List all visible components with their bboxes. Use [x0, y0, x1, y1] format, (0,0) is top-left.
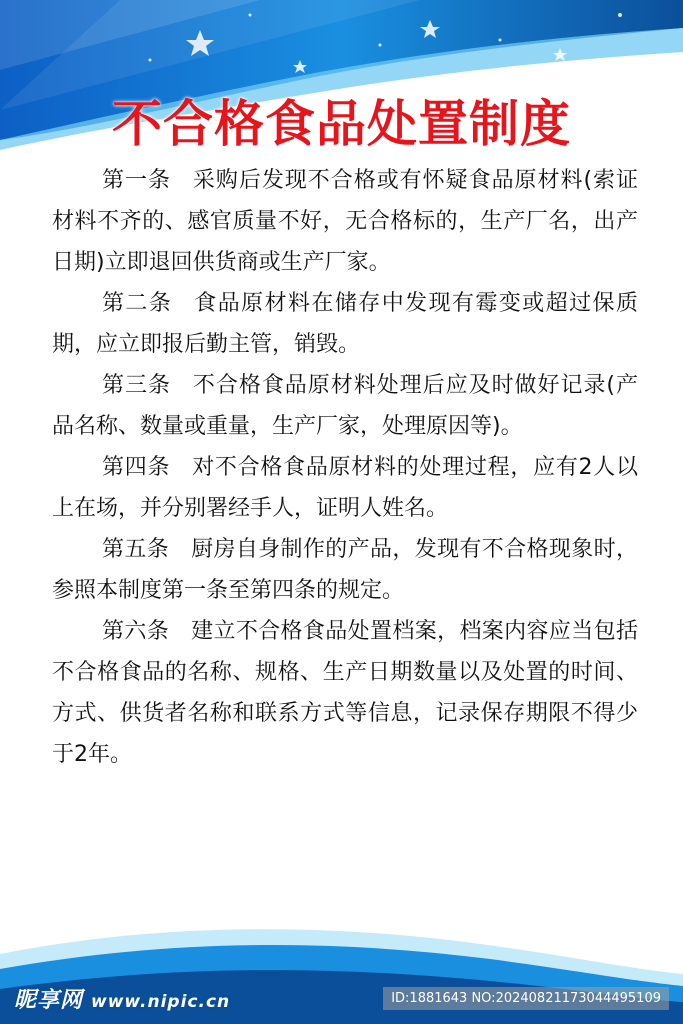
- article-number: 第五条: [102, 537, 170, 562]
- article-6: [52, 611, 638, 775]
- article-text: 建立不合格食品处置档案，档案内容应当包括不合格食品的名称、规格、生产日期数量以及处置的时间、方式、供货者名称和联系方式等信息，记录保存期限不得少于2年。: [52, 619, 638, 767]
- article-1: [52, 160, 638, 283]
- article-text: 不合格食品原材料处理后应及时做好记录(产品名称、数量或重量，生产厂家，处理原因等)。: [52, 373, 638, 439]
- article-5: [52, 529, 638, 611]
- article-text: 采购后发现不合格或有怀疑食品原材料(索证材料不齐的、感官质量不好，无合格标的，生产厂名，出产日期)立即退回供货商或生产厂家。: [52, 168, 638, 275]
- article-number: 第二条: [102, 291, 173, 316]
- watermark-url: www.nipic.cn: [91, 992, 231, 1012]
- article-text: 厨房自身制作的产品，发现有不合格现象时，参照本制度第一条至第四条的规定。: [52, 537, 638, 603]
- article-number: 第四条: [102, 455, 171, 480]
- watermark-logo-text: 昵享网: [14, 988, 84, 1013]
- article-number: 第一条: [102, 168, 171, 193]
- article-text: 食品原材料在储存中发现有霉变或超过保质期，应立即报后勤主管，销毁。: [52, 291, 638, 357]
- article-2: [52, 283, 638, 365]
- article-3: [52, 365, 638, 447]
- article-number: 第三条: [102, 373, 171, 398]
- page-title: 不合格食品处置制度: [112, 95, 571, 153]
- article-text: 对不合格食品原材料的处理过程，应有2人以上在场，并分别署经手人，证明人姓名。: [52, 455, 638, 521]
- article-4: [52, 447, 638, 529]
- watermark-id: ID:1881643 NO:20240821173044495109: [383, 987, 669, 1010]
- article-number: 第六条: [102, 619, 170, 644]
- regulation-body: [52, 160, 638, 775]
- watermark-logo: [14, 983, 230, 1014]
